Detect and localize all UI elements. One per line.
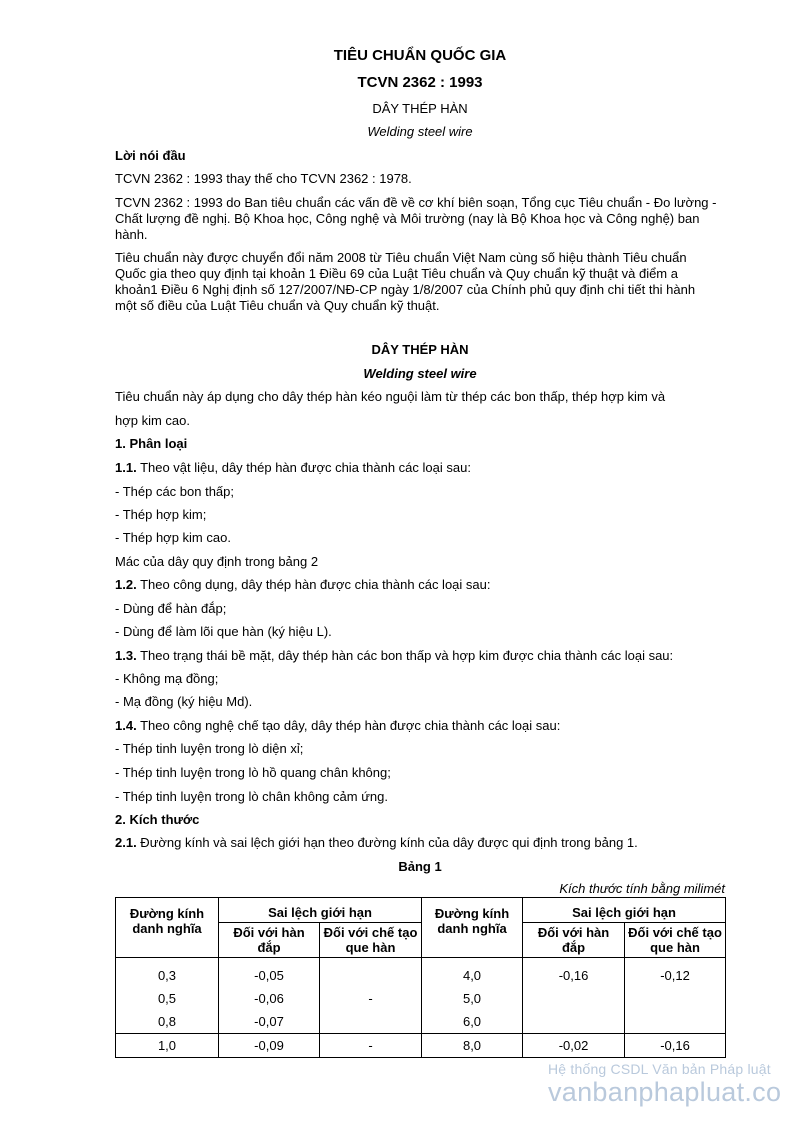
- table-cell: [523, 987, 625, 1010]
- header-for-cladding: Đối với hàn đắp: [523, 923, 625, 958]
- standard-name-vi: DÂY THÉP HÀN: [372, 101, 468, 116]
- list-item: - Thép tinh luyện trong lò hồ quang chân không;: [115, 765, 391, 780]
- clause-1-2: [115, 577, 490, 593]
- table-cell: -: [320, 1034, 422, 1058]
- table-caption: Bảng 1: [398, 859, 442, 874]
- clause-2-1: [115, 835, 638, 851]
- clause-1-4: [115, 718, 560, 734]
- list-item: - Không mạ đồng;: [115, 671, 219, 686]
- table-cell: 1,0: [116, 1034, 219, 1058]
- table-header-row: [116, 898, 726, 923]
- clause-text: Theo công dụng, dây thép hàn được chia thành các loại sau:: [136, 577, 491, 592]
- foreword-paragraph-1: TCVN 2362 : 1993 thay thế cho TCVN 2362 : 1978.: [115, 171, 412, 186]
- list-item: - Thép tinh luyện trong lò chân không cảm ứng.: [115, 789, 388, 804]
- table-cell: 8,0: [422, 1034, 523, 1058]
- list-item: - Thép hợp kim;: [115, 507, 207, 522]
- header-for-electrode: Đối với chế tạo que hàn: [320, 923, 422, 958]
- foreword-paragraph-3: Tiêu chuẩn này được chuyển đổi năm 2008 từ Tiêu chuẩn Việt Nam cùng số hiệu thành Tiêu chuẩn Quốc gia theo quy định tại khoản 1 Điều 69 của Luật Tiêu chuẩn và Quy chuẩn kỹ thuật và điểm a khoản1 Điều 6 Nghị định số 127/2007/NĐ-CP ngày 1/8/2007 của Chính phủ quy định chi tiết thi hành một số điều của Luật Tiêu chuẩn và Quy chuẩn kỹ thuật.: [115, 250, 696, 313]
- table-row: [116, 1010, 726, 1034]
- clause-number: 1.2.: [115, 577, 137, 592]
- clause-text: Đường kính và sai lệch giới hạn theo đường kính của dây được qui định trong bảng 1.: [136, 835, 638, 850]
- table-cell: 4,0: [422, 958, 523, 988]
- clause-text: Theo công nghệ chế tạo dây, dây thép hàn được chia thành các loại sau:: [136, 718, 561, 733]
- table-cell: -0,16: [625, 1034, 726, 1058]
- table-cell: 0,5: [116, 987, 219, 1010]
- list-item: - Dùng để làm lõi que hàn (ký hiệu L).: [115, 624, 332, 639]
- header-deviation: Sai lệch giới hạn: [523, 898, 726, 923]
- grade-note: Mác của dây quy định trong bảng 2: [115, 554, 319, 569]
- watermark-caption: Hệ thống CSDL Văn bản Pháp luật: [548, 1061, 771, 1077]
- clause-1-3: [115, 648, 673, 664]
- table-cell: [625, 987, 726, 1010]
- table-cell: 5,0: [422, 987, 523, 1010]
- header-for-electrode: Đối với chế tạo que hàn: [625, 923, 726, 958]
- table-unit-note: Kích thước tính bằng milimét: [559, 881, 725, 896]
- watermark-site: vanbanphapluat.co: [548, 1077, 782, 1107]
- standard-name-en: Welding steel wire: [367, 124, 473, 139]
- table-cell: [320, 958, 422, 988]
- table-cell: 6,0: [422, 1010, 523, 1034]
- section-title-en: Welding steel wire: [363, 366, 477, 381]
- list-item: - Mạ đồng (ký hiệu Md).: [115, 694, 253, 709]
- scope-line-1: Tiêu chuẩn này áp dụng cho dây thép hàn kéo nguội làm từ thép các bon thấp, thép hợp kim và: [115, 389, 666, 404]
- header-for-cladding: Đối với hàn đắp: [219, 923, 320, 958]
- clause-text: Theo vật liệu, dây thép hàn được chia thành các loại sau:: [136, 460, 471, 475]
- clause-number: 2.1.: [115, 835, 137, 850]
- header-diameter: Đường kính danh nghĩa: [116, 898, 219, 958]
- scope-line-2: hợp kim cao.: [115, 413, 190, 428]
- section-1-heading: 1. Phân loại: [115, 436, 188, 451]
- list-item: - Thép tinh luyện trong lò diện xỉ;: [115, 741, 304, 756]
- table-row: [116, 1034, 726, 1058]
- table-cell: -0,02: [523, 1034, 625, 1058]
- table-cell: [523, 1010, 625, 1034]
- diameter-table: [115, 897, 726, 1058]
- standard-code: TCVN 2362 : 1993: [357, 74, 483, 91]
- header-diameter: Đường kính danh nghĩa: [422, 898, 523, 958]
- list-item: - Thép hợp kim cao.: [115, 530, 231, 545]
- table-cell: [320, 1010, 422, 1034]
- header-deviation: Sai lệch giới hạn: [219, 898, 422, 923]
- table-cell: -0,09: [219, 1034, 320, 1058]
- clause-number: 1.4.: [115, 718, 137, 733]
- table-cell: -0,12: [625, 958, 726, 988]
- clause-text: Theo trạng thái bề mặt, dây thép hàn các bon thấp và hợp kim được chia thành các loại sau:: [136, 648, 674, 663]
- clause-1-1: [115, 460, 471, 476]
- table-row: [116, 987, 726, 1010]
- list-item: - Dùng để hàn đắp;: [115, 601, 227, 616]
- table-cell: 0,3: [116, 958, 219, 988]
- foreword-paragraph-2: TCVN 2362 : 1993 do Ban tiêu chuẩn các vấn đề về cơ khí biên soạn, Tổng cục Tiêu chuẩn - Đo lường - Chất lượng đề nghị. Bộ Khoa học, Công nghệ và Môi trường (nay là Bộ Khoa học và Công nghệ) ban hành.: [115, 195, 717, 242]
- section-2-heading: 2. Kích thước: [115, 812, 200, 827]
- foreword-heading: Lời nói đầu: [115, 148, 186, 163]
- table-cell: -0,06: [219, 987, 320, 1010]
- document-title: TIÊU CHUẨN QUỐC GIA: [333, 47, 507, 64]
- table-cell: [625, 1010, 726, 1034]
- table-row: [116, 958, 726, 988]
- table-cell: -0,16: [523, 958, 625, 988]
- table-cell: -0,07: [219, 1010, 320, 1034]
- table-cell: -: [320, 987, 422, 1010]
- list-item: - Thép các bon thấp;: [115, 484, 235, 499]
- clause-number: 1.1.: [115, 460, 137, 475]
- clause-number: 1.3.: [115, 648, 137, 663]
- table-cell: -0,05: [219, 958, 320, 988]
- section-title-vi: DÂY THÉP HÀN: [371, 342, 469, 357]
- table-cell: 0,8: [116, 1010, 219, 1034]
